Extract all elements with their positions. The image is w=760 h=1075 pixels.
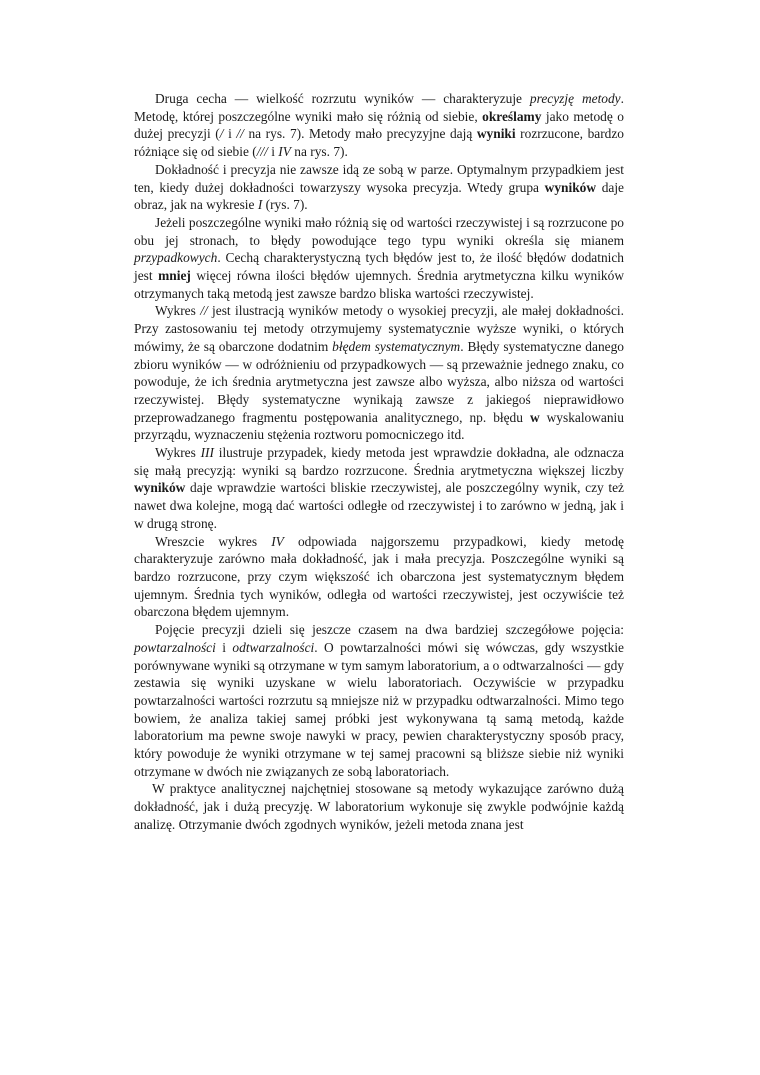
text-run: jest ilustracją wyników metody o wysokiej precyzji, ale małej dokładności. Przy zastosowaniu tej metody otrzymujemy systematycznie wyższe wyniki, o których mówimy, że są obarczone dodatnim	[134, 303, 624, 354]
italic-text: powtarzalności	[134, 639, 216, 655]
text-run: i	[267, 144, 279, 160]
italic-text: //	[236, 126, 244, 142]
italic-text: precyzję metody	[529, 91, 621, 106]
text-run: Druga cecha — wielkość rozrzutu wyników — charakteryzuje	[155, 91, 530, 106]
bold-text: wyników	[544, 179, 597, 195]
text-run: na rys. 7).	[290, 144, 348, 160]
body-text	[134, 90, 624, 834]
italic-text: /	[219, 126, 224, 142]
paragraph-plot-iv	[134, 533, 624, 622]
text-run: Pojęcie precyzji dzieli się jeszcze czasem na dwa bardziej szczegółowe pojęcia:	[155, 622, 624, 638]
paragraph-repeatability-reproducibility	[134, 621, 624, 780]
bold-text: wyników	[134, 480, 186, 496]
text-run: . O powtarzalności mówi się wówczas, gdy wszystkie porównywane wyniki są otrzymane w tym samym laboratorium, a o odtwarzalności — gdy zestawia się wyniki uzyskane w wielu laboratoriach. Oczywiście w przypadku powtarzalności wartości rozrzutu są mniejsze niż w przypadku odtwarzalności. Mimo tego bowiem, że analiza takiej samej próbki jest wykonywana tą samą metodą, każde laboratorium ma pewne swoje nawyki w pracy, pewien charakterystyczny sposób pracy, który powoduje że wyniki otrzymane w tej samej pracowni są bliższe siebie niż wyniki otrzymane w dwóch nie związanych ze sobą laboratoriach.	[134, 639, 624, 779]
text-run: więcej równa ilości błędów ujemnych. Średnia arytmetyczna kilku wyników otrzymanych taką metodą jest zawsze bardzo bliska wartości rzeczywistej.	[134, 268, 624, 301]
text-run: na rys. 7). Metody mało precyzyjne dają	[243, 126, 477, 142]
paragraph-systematic-errors	[134, 302, 624, 444]
text-run: daje obraz, jak na wykresie	[134, 179, 624, 213]
text-run: . Błędy systematyczne danego zbioru wyników — w odróżnieniu od przypadkowych — są przeważnie jednego znaku, co powoduje, że ich średnia arytmetyczna jest zawsze albo wyższa, albo niższa od wartości rzeczywistej. Błędy systematyczne wynikają zawsze z jakiegoś nieprawidłowo przeprowadzanego fragmentu postępowania analitycznego, np. błędu	[134, 338, 624, 425]
italic-text: IV	[271, 533, 284, 549]
italic-text: błędem systematycznym	[332, 338, 461, 354]
italic-text: IV	[278, 144, 291, 160]
text-run: Wreszcie wykres	[155, 533, 272, 549]
text-run: Jeżeli poszczególne wyniki mało różnią się od wartości rzeczywistej i są rozrzucone po obu jej stronach, to błędy powodujące tego typu wyniki określa się mianem	[134, 214, 624, 248]
text-run: ilustruje przypadek, kiedy metoda jest wprawdzie dokładna, ale odznacza się małą precyzją: wyniki są bardzo rozrzucone. Średnia arytmetyczna większej liczby	[134, 445, 624, 478]
text-run: . Metodę, której poszczególne wyniki mało się różnią od siebie,	[134, 91, 624, 124]
text-run: rozrzucone, bardzo różniące się od siebie (	[134, 126, 625, 160]
paragraph-plot-iii	[134, 444, 624, 533]
text-run: (rys. 7).	[262, 197, 308, 213]
italic-text: odtwarzalności	[232, 639, 315, 655]
paragraph-random-errors	[134, 214, 624, 303]
text-run: daje wprawdzie wartości bliskie rzeczywistej, ale poszczególny wynik, czy też nawet dwa kolejne, mogą dać wartości odległe od rzeczywistej i to zarówno w jedną, jak i w drugą stronę.	[134, 480, 624, 531]
text-run: Wykres	[155, 445, 201, 461]
text-run: W praktyce analitycznej najchętniej stosowane są metody wykazujące zarówno dużą dokładność, jak i dużą precyzję. W laboratorium wykonuje się zwykle podwójnie każdą analizę. Otrzymanie dwóch zgodnych wyników, jeżeli metoda znana jest	[134, 781, 624, 832]
paragraph-analytical-practice	[134, 780, 624, 833]
bold-text: mniej	[158, 268, 191, 284]
paragraph-quality-precision	[134, 90, 624, 161]
bold-text: określamy	[482, 108, 542, 124]
bold-text: w	[529, 409, 540, 425]
italic-text: III	[200, 445, 214, 461]
text-run: Wykres	[155, 303, 201, 319]
italic-text: ///	[256, 144, 268, 160]
text-run: . Cechą charakterystyczną tych błędów jest to, że ilość błędów dodatnich jest	[134, 250, 624, 284]
italic-text: I	[257, 197, 263, 213]
text-run: i	[223, 126, 237, 142]
text-run: odpowiada najgorszemu przypadkowi, kiedy metodę charakteryzuje zarówno mała dokładność, jak i mała precyzja. Poszczególne wyniki są bardzo rozrzucone, przy czym większość ich obarczona jest systematycznym błędem ujemnym. Średnia tych wyników, odległa od wartości rzeczywistej, jest oczywiście też obarczona błędem ujemnym.	[134, 533, 624, 620]
text-run: Dokładność i precyzja nie zawsze idą ze sobą w parze. Optymalnym przypadkiem jest ten, kiedy dużej dokładności towarzyszy wysoka precyzja. Wtedy grupa	[134, 161, 624, 195]
paragraph-accuracy-and-precision	[134, 161, 624, 214]
italic-text: //	[200, 303, 208, 319]
bold-text: wyniki	[476, 126, 516, 142]
text-run: jako metodę o dużej precyzji (	[134, 108, 624, 142]
italic-text: przypadkowych	[134, 250, 218, 266]
text-run: i	[215, 639, 233, 655]
text-run: wyskalowaniu przyrządu, wyznaczeniu stężenia roztworu pomocniczego itd.	[134, 409, 624, 443]
